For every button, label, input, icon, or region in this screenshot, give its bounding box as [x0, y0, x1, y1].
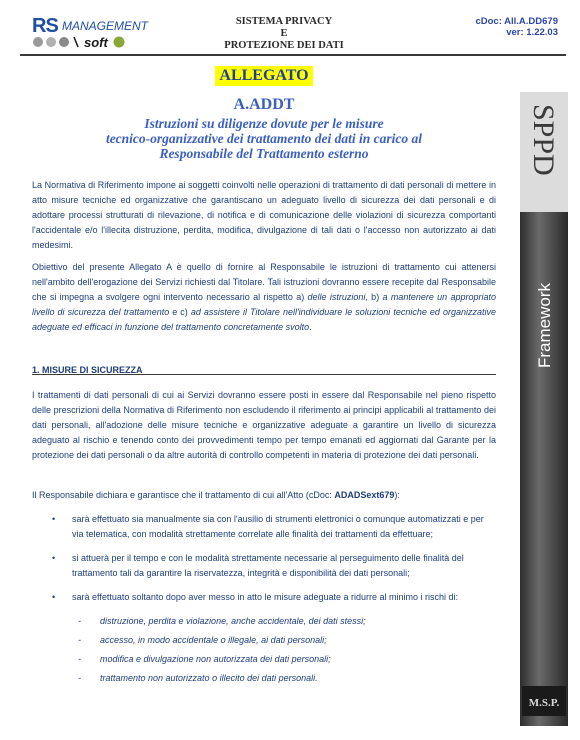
header-title-line3: PROTEZIONE DEI DATI: [224, 40, 344, 51]
text-run-italic: delle istruzioni: [307, 292, 366, 302]
header-title-line2: E: [280, 28, 288, 39]
document-body: [32, 64, 496, 683]
bullet-marker: •: [52, 514, 56, 524]
list-item: [52, 551, 496, 581]
svg-text:M.S.P.: M.S.P.: [528, 697, 560, 709]
risk-item-text: trattamento non autorizzato o illecito dei dati personali.: [100, 673, 318, 683]
svg-text:soft: soft: [84, 35, 108, 49]
paragraph-trattamenti: I trattamenti di dati personali di cui ai Servizi dovranno essere posti in essere dal Responsabile nel pieno rispetto delle prescrizioni della Normativa di Riferimento non escludendo il riferimento ai principi applicabili al trattamento dei dati personali, all'adozione delle misure tecniche e organizzative adeguate a garantire un livello di sicurezza adeguato al rischio e tenendo conto dei provvedimenti tempo per tempo emanati ed aggiornati dal Garante per la protezione dei dati personali o da altre autorità di controllo competenti in materia di protezione dei dati personali.: [32, 390, 496, 460]
doc-code: cDoc: All.A.DD679: [475, 16, 558, 27]
company-logo: [32, 15, 172, 51]
list-item-text: si attuerà per il tempo e con le modalità strettamente necessarie al perseguimento delle finalità del trattamento tali da garantire la riservatezza, integrità e disponibilità dei dati personali;: [72, 553, 464, 578]
text-run: , b): [365, 292, 383, 302]
document-header: [20, 14, 566, 56]
doc-reference: ADADSext679: [334, 490, 395, 500]
text-run: e c): [169, 307, 191, 317]
allegato-heading-wrap: [32, 66, 496, 86]
document-code-title: A.ADDT: [233, 96, 295, 113]
list-item: [52, 512, 496, 542]
logo-rs-text: RS: [32, 15, 58, 37]
document-subtitle: [32, 116, 496, 161]
list-item: [52, 590, 496, 605]
text-run: Il Responsabile dichiara e garantisce che il trattamento di cui all'Atto (cDoc:: [32, 490, 335, 500]
svg-text:SPPD: SPPD: [527, 104, 560, 176]
doc-version: ver: 1.22.03: [506, 27, 558, 38]
svg-text:Framework: Framework: [535, 282, 554, 368]
sppd-brand-text: [526, 98, 562, 208]
subtitle-line: Istruzioni su diligenze dovute per le misure: [144, 116, 384, 131]
header-title-line1: SISTEMA PRIVACY: [235, 16, 333, 27]
bullet-marker: •: [52, 553, 56, 563]
dash-marker: -: [78, 673, 81, 683]
list-item-text: sarà effettuato soltanto dopo aver messo in atto le misure adeguate a ridurre al minimo i rischi di:: [72, 592, 459, 602]
text-run-italic: a mantenere un appropriato livello di sicurezza del trattamento: [32, 292, 496, 317]
paragraph-dichiarazione: [32, 488, 496, 503]
header-doc-info: [475, 16, 558, 38]
framework-text: [526, 222, 562, 372]
paragraph-normativa: La Normativa di Riferimento impone ai soggetti coinvolti nelle operazioni di trattamento di dati personali di mettere in atto misure tecniche ed organizzative che garantiscano un adeguato livello di sicurezza dei dati personali e di adottare processi strutturati di rilevazione, di notifica e di comunicazione delle violazioni di sicurezza comportanti l'accidentale e/o l'illecita distruzione, perdita, modifica, divulgazione di tali dati o l'accesso non autorizzato ai dati medesimi.: [32, 180, 496, 250]
subtitle-line: Responsabile del Trattamento esterno: [159, 146, 369, 161]
dash-marker: -: [78, 635, 81, 645]
msp-footer-mark: [522, 686, 566, 716]
subtitle-line: tecnico-organizzative dei trattamento dei dati in carico al: [105, 131, 423, 146]
paragraph-obiettivo: [32, 260, 496, 335]
bullet-list: [52, 512, 496, 614]
text-run-italic: ad assistere il Titolare nell'individuare le soluzioni tecniche ed organizzative adeguate ed efficaci in funzione del trattamento concretamente svolto: [32, 307, 496, 332]
text-run: ):: [394, 490, 400, 500]
risk-item-text: accesso, in modo accidentale o illegale, ai dati personali;: [100, 635, 327, 645]
dash-marker: -: [78, 654, 81, 664]
logo-soft-mark: [32, 35, 172, 49]
sidebar-banner: [520, 92, 568, 726]
risk-item-text: modifica e divulgazione non autorizzata dei dati personali;: [100, 654, 331, 664]
bullet-marker: •: [52, 592, 56, 602]
text-run: Obiettivo del presente Allegato A è quello di fornire al Responsabile le istruzioni di trattamento cui attenersi nell'ambito dell'erogazione dei Servizi richiesti dal Titolare. Tali istruzioni dovranno essere recepite dal Responsabile che si impegna a svolgere ogni intervento necessario al rispetto a): [32, 262, 496, 302]
section-heading-misure: [32, 360, 496, 375]
header-title: [196, 16, 372, 52]
risk-item-text: distruzione, perdita e violazione, anche accidentale, dei dati stessi;: [100, 616, 366, 626]
section-title: 1. MISURE DI SICUREZZA: [32, 365, 143, 375]
list-item-text: sarà effettuato sia manualmente sia con l'ausilio di strumenti elettronici o comunque automatizzati e per via telematica, con modalità strettamente correlate alle finalità dei trattamenti da effettuare;: [72, 514, 484, 539]
allegato-heading: ALLEGATO: [215, 66, 312, 86]
logo-management-text: MANAGEMENT: [62, 19, 149, 33]
text-run: .: [309, 322, 312, 332]
dash-marker: -: [78, 616, 81, 626]
